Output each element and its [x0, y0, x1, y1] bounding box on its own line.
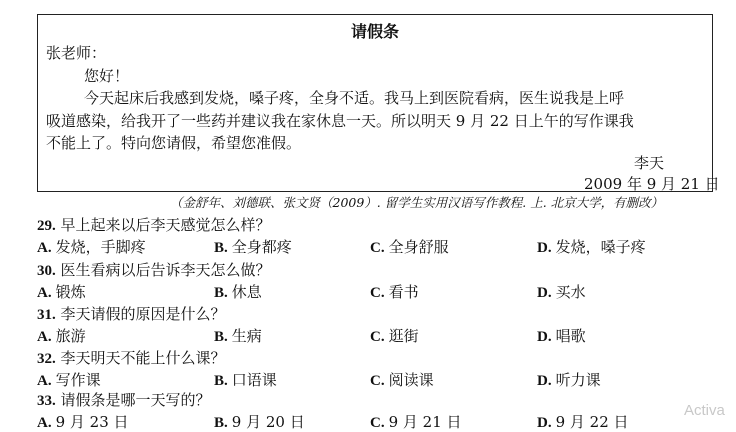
option-29-b[interactable]	[214, 236, 292, 257]
question-number: 30.	[37, 263, 56, 279]
option-letter: C.	[370, 329, 385, 345]
note-date: 2009 年 9 月 21 日	[584, 175, 720, 193]
option-text: 锻炼	[55, 283, 86, 301]
activation-watermark: Activa	[684, 402, 725, 419]
question-33	[37, 389, 211, 410]
question-31	[37, 303, 226, 324]
question-number: 33.	[37, 393, 56, 409]
option-text: 发烧，手脚疼	[55, 238, 146, 256]
option-29-a[interactable]	[37, 236, 146, 257]
option-text: 休息	[231, 283, 262, 301]
note-body-line-1: 今天起床后我感到发烧，嗓子疼，全身不适。我马上到医院看病，医生说我是上呼	[84, 89, 625, 107]
option-text: 看书	[388, 283, 419, 301]
note-salutation: 张老师：	[46, 44, 107, 62]
option-text: 全身都疼	[231, 238, 292, 256]
option-33-c[interactable]	[370, 411, 462, 432]
note-body-line-2: 吸道感染，给我开了一些药并建议我在家休息一天。所以明天 9 月 22 日上午的写作课我	[46, 112, 634, 130]
option-letter: B.	[214, 415, 228, 431]
option-text: 全身舒服	[388, 238, 449, 256]
question-text: 请假条是哪一天写的？	[60, 391, 211, 409]
option-text: 买水	[555, 283, 586, 301]
option-30-c[interactable]	[370, 281, 419, 302]
note-title: 请假条	[350, 22, 399, 41]
option-31-b[interactable]	[214, 325, 262, 346]
option-31-a[interactable]	[37, 325, 86, 346]
option-text: 写作课	[55, 371, 101, 389]
option-letter: A.	[37, 240, 52, 256]
option-31-c[interactable]	[370, 325, 419, 346]
option-letter: B.	[214, 373, 228, 389]
option-letter: A.	[37, 329, 52, 345]
question-text: 医生看病以后告诉李天怎么做？	[60, 261, 271, 279]
option-letter: C.	[370, 285, 385, 301]
option-letter: B.	[214, 329, 228, 345]
option-text: 听力课	[555, 371, 601, 389]
option-letter: D.	[537, 373, 552, 389]
option-letter: C.	[370, 415, 385, 431]
option-29-c[interactable]	[370, 236, 449, 257]
option-letter: B.	[214, 240, 228, 256]
option-text: 9 月 21 日	[388, 413, 462, 431]
question-number: 29.	[37, 218, 56, 234]
note-signature: 李天	[634, 154, 665, 172]
option-text: 9 月 22 日	[555, 413, 629, 431]
option-29-d[interactable]	[537, 236, 646, 257]
question-text: 早上起来以后李天感觉怎么样？	[60, 216, 271, 234]
question-29	[37, 214, 271, 235]
option-text: 生病	[231, 327, 262, 345]
option-text: 旅游	[55, 327, 86, 345]
option-32-b[interactable]	[214, 369, 277, 390]
option-33-a[interactable]	[37, 411, 129, 432]
question-32	[37, 347, 226, 368]
question-number: 31.	[37, 307, 56, 323]
option-letter: D.	[537, 240, 552, 256]
option-text: 口语课	[231, 371, 277, 389]
option-text: 逛街	[388, 327, 419, 345]
option-30-a[interactable]	[37, 281, 86, 302]
option-letter: D.	[537, 329, 552, 345]
option-30-b[interactable]	[214, 281, 262, 302]
option-letter: D.	[537, 415, 552, 431]
option-32-d[interactable]	[537, 369, 601, 390]
option-text: 9 月 20 日	[231, 413, 305, 431]
question-text: 李天明天不能上什么课？	[60, 349, 226, 367]
source-citation: （金舒年、刘德联、张文贤（2009）. 留学生实用汉语写作教程. 上. 北京大学，有删改）	[170, 195, 664, 210]
option-text: 唱歌	[555, 327, 586, 345]
option-letter: D.	[537, 285, 552, 301]
option-letter: A.	[37, 373, 52, 389]
option-32-c[interactable]	[370, 369, 434, 390]
option-31-d[interactable]	[537, 325, 586, 346]
option-letter: A.	[37, 415, 52, 431]
option-letter: A.	[37, 285, 52, 301]
option-text: 发烧，嗓子疼	[555, 238, 646, 256]
option-letter: C.	[370, 373, 385, 389]
option-30-d[interactable]	[537, 281, 586, 302]
question-30	[37, 259, 271, 280]
option-letter: B.	[214, 285, 228, 301]
option-text: 阅读课	[388, 371, 434, 389]
question-number: 32.	[37, 351, 56, 367]
note-greeting: 您好！	[84, 67, 130, 85]
option-letter: C.	[370, 240, 385, 256]
option-32-a[interactable]	[37, 369, 101, 390]
option-33-d[interactable]	[537, 411, 629, 432]
question-text: 李天请假的原因是什么？	[60, 305, 226, 323]
option-33-b[interactable]	[214, 411, 305, 432]
option-text: 9 月 23 日	[55, 413, 129, 431]
leave-note-box	[37, 14, 720, 193]
note-body-line-3: 不能上了。特向您请假，希望您准假。	[46, 134, 302, 152]
